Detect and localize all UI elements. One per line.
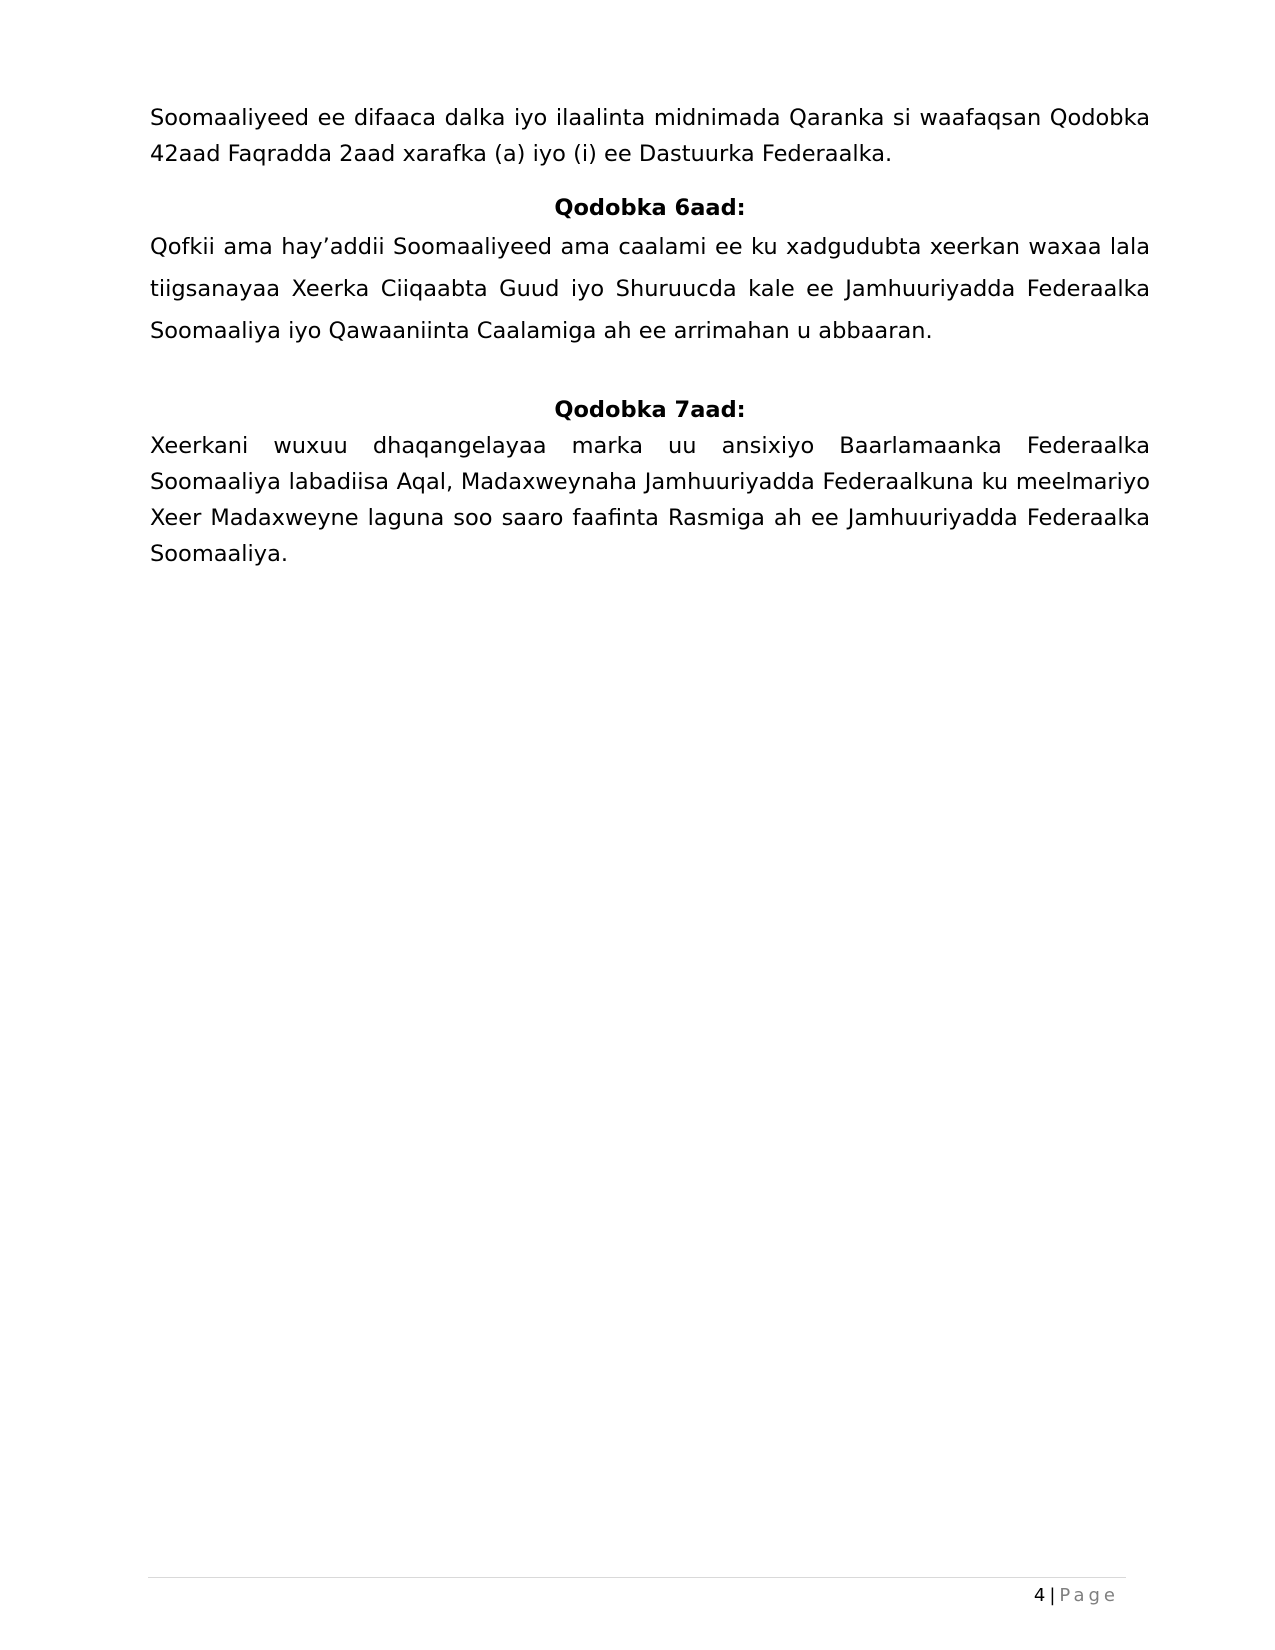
footer-divider <box>148 1577 1126 1578</box>
article-7-heading: Qodobka 7aad: <box>554 397 746 423</box>
page-label: Page <box>1059 1585 1119 1606</box>
document-body <box>150 100 1150 572</box>
page-number: 4 <box>1033 1585 1046 1606</box>
intro-paragraph: Soomaaliyeed ee difaaca dalka iyo ilaalinta midnimada Qaranka si waafaqsan Qodobka 42aad Faqradda 2aad xarafka (a) iyo (i) ee Dastuurka Federaalka. <box>150 105 1150 167</box>
article-7-body: Xeerkani wuxuu dhaqangelayaa marka uu ansixiyo Baarlamaanka Federaalka Soomaaliya labadiisa Aqal, Madaxweynaha Jamhuuriyadda Federaalkuna ku meelmariyo Xeer Madaxweyne laguna soo saaro faafinta Rasmiga ah ee Jamhuuriyadda Federaalka Soomaaliya. <box>150 433 1150 567</box>
article-6-heading: Qodobka 6aad: <box>554 195 746 221</box>
footer-separator: | <box>1049 1585 1056 1606</box>
article-6-body: Qofkii ama hay’addii Soomaaliyeed ama caalami ee ku xadgudubta xeerkan waxaa lala tiigsanayaa Xeerka Ciiqaabta Guud iyo Shuruucda kale ee Jamhuuriyadda Federaalka Soomaaliya iyo Qawaaniinta Caalamiga ah ee arrimahan u abbaaran. <box>150 234 1150 344</box>
page-footer <box>1034 1584 1119 1608</box>
